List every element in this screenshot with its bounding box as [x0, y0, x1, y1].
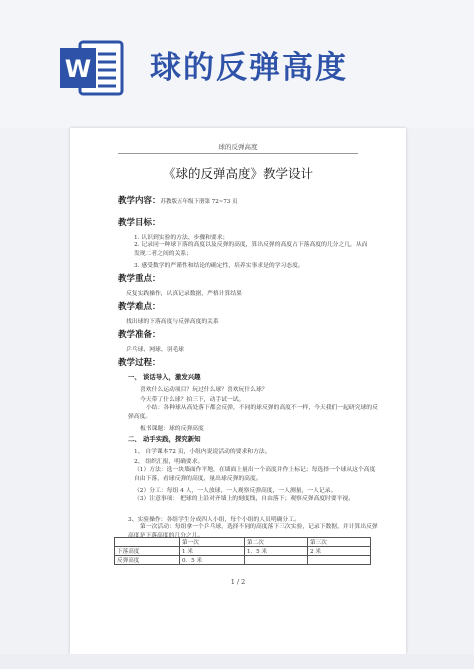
bottom-strip [0, 654, 474, 669]
goal-item-3: 3. 感受数学的严谨性和结论的确定性，培养实事求是的学习态度。 [134, 263, 304, 269]
key-points-label: 教学重点： [118, 274, 161, 284]
table-row [115, 547, 371, 556]
page-title: 《球的反弹高度》教学设计 [162, 166, 313, 181]
step1-line-1: 喜欢什么运动项目？玩过什么球？喜欢玩什么球？ [140, 387, 268, 393]
document-title: 球的反弹高度 [150, 50, 348, 86]
goals-label: 教学目标： [118, 218, 161, 228]
table-cell: 第三次 [308, 538, 371, 547]
content-section [118, 194, 238, 206]
content-label: 教学内容： [118, 196, 161, 206]
logo-letter: W [64, 55, 92, 83]
table-cell [245, 556, 308, 565]
table-row [115, 556, 371, 565]
experiment-table [114, 537, 371, 565]
table-cell: 下落高度 [115, 547, 180, 556]
step2-line-6: 3、实验操作：各组学生分成四人小组，每个小组的人员明确分工。 [128, 517, 300, 523]
step1-line-2: 今天带了什么球？拍三下，动手试一试。 [140, 397, 245, 403]
word-document-icon [60, 40, 124, 96]
table-cell: 第一次 [180, 538, 245, 547]
header-rule [118, 153, 358, 154]
step2-line-4: （2）分工：每组 4 人，一人放球，一人观察反弹高度，一人测量，一人记录。 [134, 488, 337, 494]
goal-item-1: 1. 认识到实验的方法、步骤和要求； [134, 235, 229, 241]
step2-line-2: 2、 组织汇报，明确要求。 [134, 459, 204, 465]
document-page [70, 128, 406, 654]
table-cell: 第二次 [245, 538, 308, 547]
table-cell [308, 556, 371, 565]
process-label: 教学过程： [118, 358, 161, 368]
step1-heading: 一、 谈话导入，激发兴趣 [128, 373, 201, 381]
step2-line-1: 1、 自学课本72 页，小组内说说活动的要求和方法。 [134, 449, 271, 455]
page-number: 1 / 2 [230, 578, 246, 586]
content-value: 苏教版五年级下册第 72~73 页 [160, 199, 238, 205]
table-cell: 2 米 [308, 547, 371, 556]
table-cell: 0．5 米 [180, 556, 245, 565]
step2-line-7: 第一次活动：每组拿一个乒乓球，选择不同的高度落下三次实验，记录下数据，并计算出反弹高度是下落高度的几分之几。 [128, 524, 378, 539]
difficulty-text: 找出球的下落高度与反弹高度的关系 [126, 319, 219, 325]
prep-text: 乒乓球、网球、羽毛球 [126, 347, 184, 353]
step1-topic: 板书课题：球的反弹高度 [140, 426, 204, 432]
prep-label: 教学准备： [118, 330, 161, 340]
step1-line-3: 小结：各种球从高处落下都会反弹，不同的球反弹的高度不一样，今天我们一起研究球的反弹高度。 [128, 405, 378, 420]
table-cell: 1 米 [180, 547, 245, 556]
table-cell: 1．5 米 [245, 547, 308, 556]
banner [0, 0, 474, 128]
goal-item-2: 2. 记录同一种球下落的高度以及反弹的高度，算出反弹的高度占下落高度的几分之几，从而发现二者之间的关系； [134, 242, 368, 257]
step2-line-3: （1）方法：选一块墙面作平地，在墙面上量出一个高度并作上标记；每选择一个球从这个高度自由下落，看球反弹的高度，量出球反弹的高度。 [134, 467, 376, 482]
step2-heading: 二、 动手实践，探究新知 [128, 435, 201, 443]
difficulty-label: 教学难点： [118, 302, 161, 312]
table-header-row [115, 538, 371, 547]
key-points-text: 反复实践操作，认真记录数据，严格计算结果 [126, 291, 242, 297]
running-header: 球的反弹高度 [218, 143, 258, 151]
table-cell: 反弹高度 [115, 556, 180, 565]
table-cell [115, 538, 180, 547]
step2-line-5: （3）注意事项： 把球的上沿对齐墙上的刻度线，自由落下；观察反弹高度时要平视。 [134, 496, 355, 502]
